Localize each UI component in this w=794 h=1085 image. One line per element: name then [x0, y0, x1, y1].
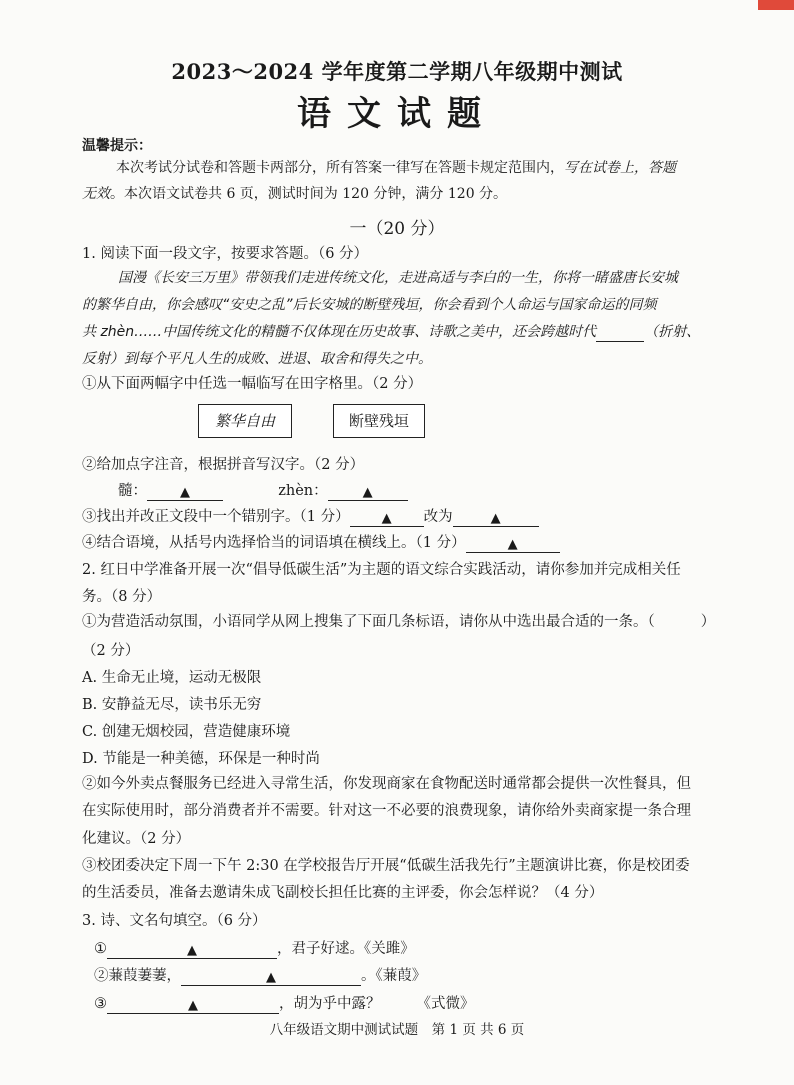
q3-line-3-num: ③ [94, 996, 107, 1012]
tips-line-1 [116, 158, 676, 178]
q1-sub1: ①从下面两幅字中任选一幅临写在田字格里。（2 分） [82, 376, 423, 392]
exam-title: 2023～2024 学年度第二学期八年级期中测试 [171, 59, 623, 84]
blank-marker-icon: ▲ [187, 943, 197, 958]
q1-passage-line-3 [82, 322, 700, 342]
tips-line-2-handwritten: 无效 [82, 186, 110, 202]
blank-marker-icon: ▲ [490, 511, 501, 526]
q2-sub1-score: （2 分） [82, 643, 140, 659]
tips-line-2-text: 。本次语文试卷共 6 页，测试时间为 120 分钟，满分 120 分。 [110, 186, 508, 202]
blank-marker-icon: ▲ [188, 998, 198, 1013]
q1-passage-line-4: 反射）到每个平凡人生的成败、进退、取舍和得失之中。 [82, 351, 432, 367]
q3-line-2-b: 。《蒹葭》 [361, 968, 427, 984]
tips-label: 温馨提示： [82, 138, 152, 154]
q3-line-2-blank[interactable] [181, 967, 361, 986]
q3-line-1-text: ，君子好逑。《关雎》 [277, 941, 415, 957]
q2-option-b: B. 安静益无尽，读书乐无穷 [82, 697, 262, 713]
q3-line-3-source: 《式微》 [416, 996, 475, 1012]
q1-sub3-text: ③找出并改正文段中一个错别字。（1 分） [82, 509, 350, 525]
subject-title: 语文试题 [297, 94, 497, 134]
q1-sub3 [82, 507, 539, 527]
section-title: 一（20 分） [349, 219, 445, 239]
q2-sub2-line-3: 化建议。（2 分） [82, 831, 191, 847]
q2-stem-line-1: 2. 红日中学准备开展一次“倡导低碳生活”为主题的语文综合实践活动，请你参加并完成相关任 [82, 562, 681, 578]
q2-sub3-line-2: 的生活委员，准备去邀请朱成飞副校长担任比赛的主评委，你会怎样说？（4 分） [82, 885, 604, 901]
q1-sub2-char-blank[interactable] [147, 482, 223, 501]
tips-line-1-text: 本次考试分试卷和答题卡两部分，所有答案一律写在答题卡规定范围内， [116, 160, 564, 176]
q2-sub3-line-1: ③校团委决定下周一下午 2:30 在学校报告厅开展“低碳生活我先行”主题演讲比赛，你是校团委 [82, 858, 690, 874]
q3-line-1 [94, 939, 415, 959]
blank-marker-icon: ▲ [381, 511, 392, 526]
q2-stem-line-2: 务。（8 分） [82, 589, 162, 605]
tips-line-1-handwritten: 写在试卷上，答题 [564, 160, 676, 176]
calligraphy-box-1: 繁华自由 [198, 404, 292, 438]
q1-passage-blank [596, 325, 644, 342]
blank-marker-icon: ▲ [180, 485, 190, 500]
q3-line-2 [94, 966, 426, 986]
tips-line-2 [82, 184, 507, 204]
q1-sub4-text: ④结合语境，从括号内选择恰当的词语填在横线上。（1 分） [82, 535, 466, 551]
q2-sub1-text: ①为营造活动氛围，小语同学从网上搜集了下面几条标语，请你从中选出最合适的一条。（ [82, 614, 655, 630]
q1-passage-line-1: 国漫《长安三万里》带领我们走进传统文化，走进高适与李白的一生，你将一睹盛唐长安城 [118, 270, 678, 286]
q1-sub3-blank-2[interactable] [453, 508, 539, 527]
q1-sub2-char-label: 髓： [118, 483, 147, 499]
calligraphy-box-2: 断壁残垣 [333, 404, 425, 438]
q3-line-3-blank[interactable] [107, 995, 279, 1014]
q3-line-3 [94, 994, 475, 1014]
q2-option-c: C. 创建无烟校园，营造健康环境 [82, 724, 291, 740]
q1-sub2-answers [118, 481, 408, 501]
q3-line-1-num: ① [94, 941, 107, 957]
q2-sub2-line-1: ②如今外卖点餐服务已经进入寻常生活，你发现商家在食物配送时通常都会提供一次性餐具，但 [82, 776, 691, 792]
q3-line-2-a: ②蒹葭萋萋， [94, 968, 181, 984]
q2-option-d: D. 节能是一种美德，环保是一种时尚 [82, 751, 320, 767]
blank-marker-icon: ▲ [362, 485, 373, 500]
q1-passage-line-3-b: （折射、 [644, 324, 701, 340]
blank-marker-icon: ▲ [266, 970, 276, 985]
blank-marker-icon: ▲ [507, 537, 518, 552]
q1-stem: 1. 阅读下面一段文字，按要求答题。（6 分） [82, 246, 369, 262]
q1-sub4 [82, 533, 560, 553]
q2-option-a: A. 生命无止境，运动无极限 [82, 670, 262, 686]
q1-passage-line-3-a: 共 zhèn……中国传统文化的精髓不仅体现在历史故事、诗歌之美中，还会跨越时代 [82, 324, 597, 340]
q3-line-1-blank[interactable] [107, 940, 277, 959]
q1-passage-line-2: 的繁华自由，你会感叹“安史之乱”后长安城的断壁残垣，你会看到个人命运与国家命运的同频 [82, 297, 657, 313]
q1-sub2: ②给加点字注音，根据拼音写汉字。（2 分） [82, 457, 365, 473]
q2-sub2-line-2: 在实际使用时，部分消费者并不需要。针对这一不必要的浪费现象，请你给外卖商家提一条合理 [82, 803, 691, 819]
q2-sub1-close: ） [700, 614, 716, 630]
q1-sub3-change-label: 改为 [423, 509, 453, 525]
q1-sub4-blank[interactable] [466, 534, 560, 553]
q1-sub2-pinyin-blank[interactable] [328, 482, 408, 501]
page-footer: 八年级语文期中测试试题 第 1 页 共 6 页 [269, 1022, 525, 1038]
q1-sub2-pinyin-label: zhèn： [278, 483, 328, 499]
q1-sub3-blank-1[interactable] [350, 508, 424, 527]
corner-mark [758, 0, 794, 10]
q2-sub1 [82, 612, 715, 632]
q3-stem: 3. 诗、文名句填空。（6 分） [82, 913, 267, 929]
q3-line-3-text: ，胡为乎中露？ [279, 996, 381, 1012]
